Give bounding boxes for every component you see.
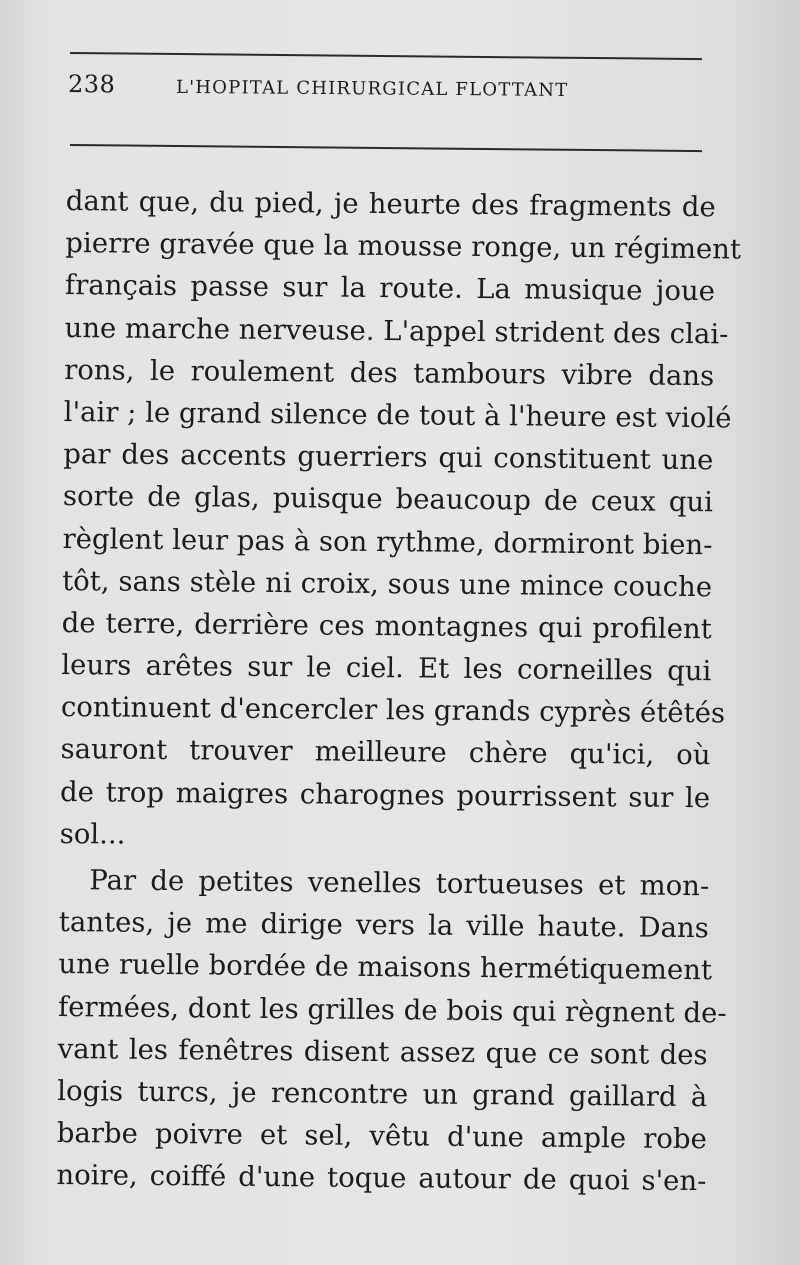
text-line: sorte de glas, puisque beaucoup de ceux qui — [62, 480, 714, 519]
text-line: leurs arêtes sur le ciel. Et les corneilles qui — [61, 649, 712, 688]
text-line: l'air ; le grand silence de tout à l'heure est violé — [63, 395, 732, 435]
text-line: fermées, dont les grilles de bois qui règnent de- — [57, 990, 727, 1029]
text-line: français passe sur la route. La musique joue — [64, 269, 716, 308]
page-number: 238 — [67, 70, 116, 99]
text-line: Par de petites venelles tortueuses et mon- — [89, 864, 710, 903]
text-line: sauront trouver meilleure chère qu'ici, où — [60, 733, 711, 772]
page-header — [68, 70, 708, 115]
text-line: tôt, sans stèle ni croix, sous une mince couche — [62, 564, 713, 603]
header-top-rule — [70, 52, 702, 60]
text-line: sol... — [59, 817, 126, 851]
text-line: règlent leur pas à son rythme, dormiront bien- — [62, 522, 713, 561]
running-title: L'HOPITAL CHIRURGICAL FLOTTANT — [175, 76, 569, 101]
text-line: rons, le roulement des tambours vibre dans — [64, 353, 715, 392]
text-line: tantes, je me dirige vers la ville haute. Dans — [58, 906, 709, 945]
text-line: de terre, derrière ces montagnes qui profilent — [61, 606, 712, 646]
text-line: pierre gravée que la mousse ronge, un régiment — [65, 227, 742, 266]
header-bottom-rule — [70, 144, 702, 152]
text-line: noire, coiffé d'une toque autour de quoi s'en- — [56, 1159, 707, 1198]
paragraph — [56, 859, 727, 1203]
text-line: dant que, du pied, je heurte des fragments de — [65, 184, 716, 224]
text-line: une ruelle bordée de maisons hermétiquement — [58, 948, 713, 987]
paragraph — [59, 180, 742, 861]
body-text — [56, 180, 742, 1203]
text-line: logis turcs, je rencontre un grand gaillard à — [57, 1074, 708, 1114]
text-line: par des accents guerriers qui constituent une — [63, 438, 714, 477]
text-line: vant les fenêtres disent assez que ce sont des — [57, 1032, 708, 1071]
text-line: une marche nerveuse. L'appel strident des clai- — [64, 311, 729, 350]
text-line: barbe poivre et sel, vêtu d'une ample robe — [56, 1117, 707, 1156]
text-line: de trop maigres charognes pourrissent sur le — [59, 775, 711, 814]
text-line: continuent d'encercler les grands cyprès étêtés — [60, 691, 726, 730]
